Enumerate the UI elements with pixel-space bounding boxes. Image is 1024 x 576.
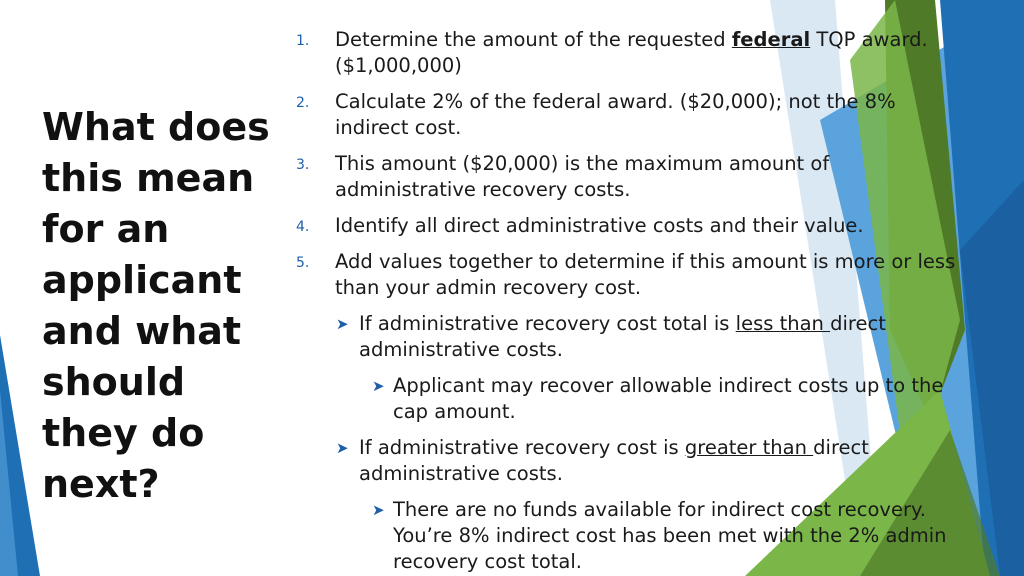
arrow-bullet-icon: ➤ [372,377,385,395]
list-number: 1. [296,33,310,49]
item-text-before: If administrative recovery cost is [359,436,685,459]
item-text-underlined: greater than [684,436,814,459]
arrow-bullet-icon: ➤ [336,439,349,457]
list-item [296,435,956,487]
list-item [296,497,956,575]
list-item [296,311,956,363]
list-item [296,89,956,141]
item-text: This amount ($20,000) is the maximum amount of administrative recovery costs. [335,152,830,201]
item-text: There are no funds available for indirect cost recovery. You’re 8% indirect cost has been met with the 2% admin recovery cost total. [393,498,947,573]
list-item [296,373,956,425]
arrow-bullet-icon: ➤ [336,315,349,333]
item-text: Identify all direct administrative costs and their value. [335,214,864,237]
arrow-bullet-icon: ➤ [372,501,385,519]
slide-title: What does this mean for an applicant and what should they do next? [42,105,270,506]
list-number: 5. [296,255,310,271]
list-item [296,213,956,239]
item-text-underlined: less than [735,312,831,335]
item-text-before: If administrative recovery cost total is [359,312,736,335]
list-number: 3. [296,157,310,173]
item-text-before: Determine the amount of the requested [335,28,732,51]
item-text: Add values together to determine if this amount is more or less than your admin recovery cost. [335,250,956,299]
list-number: 4. [296,219,310,235]
item-text-bold: federal [731,28,811,51]
list-item [296,27,956,79]
content-list [296,27,956,576]
list-number: 2. [296,95,310,111]
list-item [296,151,956,203]
item-text: Calculate 2% of the federal award. ($20,000); not the 8% indirect cost. [335,90,896,139]
item-text-after: direct administrative costs. [359,436,869,485]
item-text: Applicant may recover allowable indirect costs up to the cap amount. [393,374,944,423]
item-text-after: direct administrative costs. [359,312,886,361]
list-item [296,249,956,301]
item-text-after: TQP award. ($1,000,000) [335,28,928,77]
